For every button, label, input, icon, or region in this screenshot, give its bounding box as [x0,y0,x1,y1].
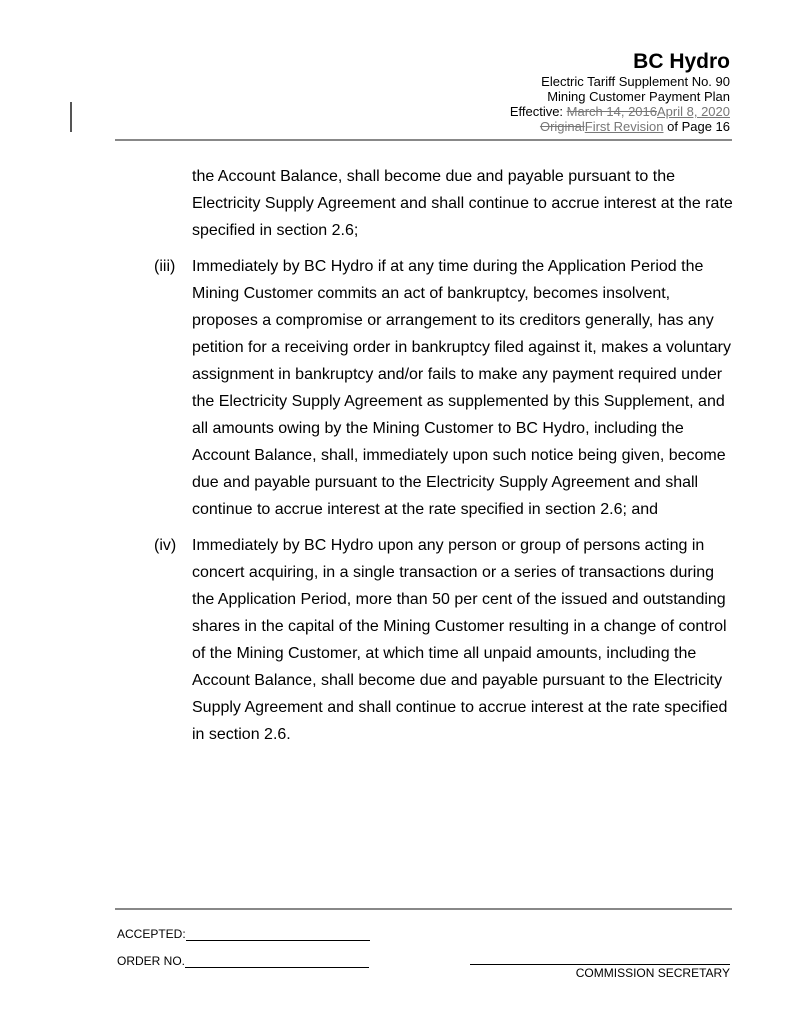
accepted-label: ACCEPTED: [117,927,186,941]
page-reference: of Page 16 [663,119,730,134]
header-divider [115,139,732,141]
accepted-signature-line [186,928,370,941]
revision-line [510,119,730,134]
effective-label: Effective: [509,104,567,119]
footer-divider [115,908,732,910]
order-row [117,952,370,968]
commission-secretary-label: COMMISSION SECRETARY [575,966,730,980]
list-item-iii [0,253,800,523]
company-name: BC Hydro [633,50,730,73]
tariff-supplement: Electric Tariff Supplement No. 90 [541,74,730,89]
revision-change-bar [70,102,72,132]
continuation-paragraph: the Account Balance, shall become due and payable pursuant to the Electricity Supply Agreement and shall continue to accrue interest at the rate specified in section 2.6; [192,168,733,239]
document-body [0,163,800,748]
list-item-iv [0,532,800,748]
revision-deleted: Original [539,119,585,134]
effective-date [510,104,730,119]
commission-secretary-signature-line [470,964,730,965]
effective-date-inserted: April 8, 2020 [657,104,730,119]
order-number-line [185,955,369,968]
page-footer [117,925,370,979]
plan-name: Mining Customer Payment Plan [547,89,730,104]
page-header [510,50,730,134]
effective-date-deleted: March 14, 2016 [566,104,657,119]
revision-inserted: First Revision [584,119,664,134]
list-item-text: Immediately by BC Hydro upon any person or group of persons acting in concert acquiring, in a single transaction or a series of transactions during the Application Period, more than 50 per cent of the issued and outstanding shares in the capital of the Mining Customer resulting in a change of control of the Mining Customer, at which time all unpaid amounts, including the Account Balance, shall become due and payable pursuant to the Electricity Supply Agreement and shall continue to accrue interest at the rate specified in section 2.6. [192,537,728,743]
accepted-row [117,925,370,941]
list-item-text: Immediately by BC Hydro if at any time during the Application Period the Mining Customer commits an act of bankruptcy, becomes insolvent, proposes a compromise or arrangement to its creditors generally, has any petition for a receiving order in bankruptcy filed against it, makes a voluntary assignment in bankruptcy and/or fails to make any payment required under the Electricity Supply Agreement as supplemented by this Supplement, and all amounts owing by the Mining Customer to BC Hydro, including the Account Balance, shall, immediately upon such notice being given, become due and payable pursuant to the Electricity Supply Agreement and shall continue to accrue interest at the rate specified in section 2.6; and [192,258,731,518]
list-item-number: (iv) [154,537,177,554]
order-label: ORDER NO. [117,954,186,968]
list-item-number: (iii) [154,258,176,275]
